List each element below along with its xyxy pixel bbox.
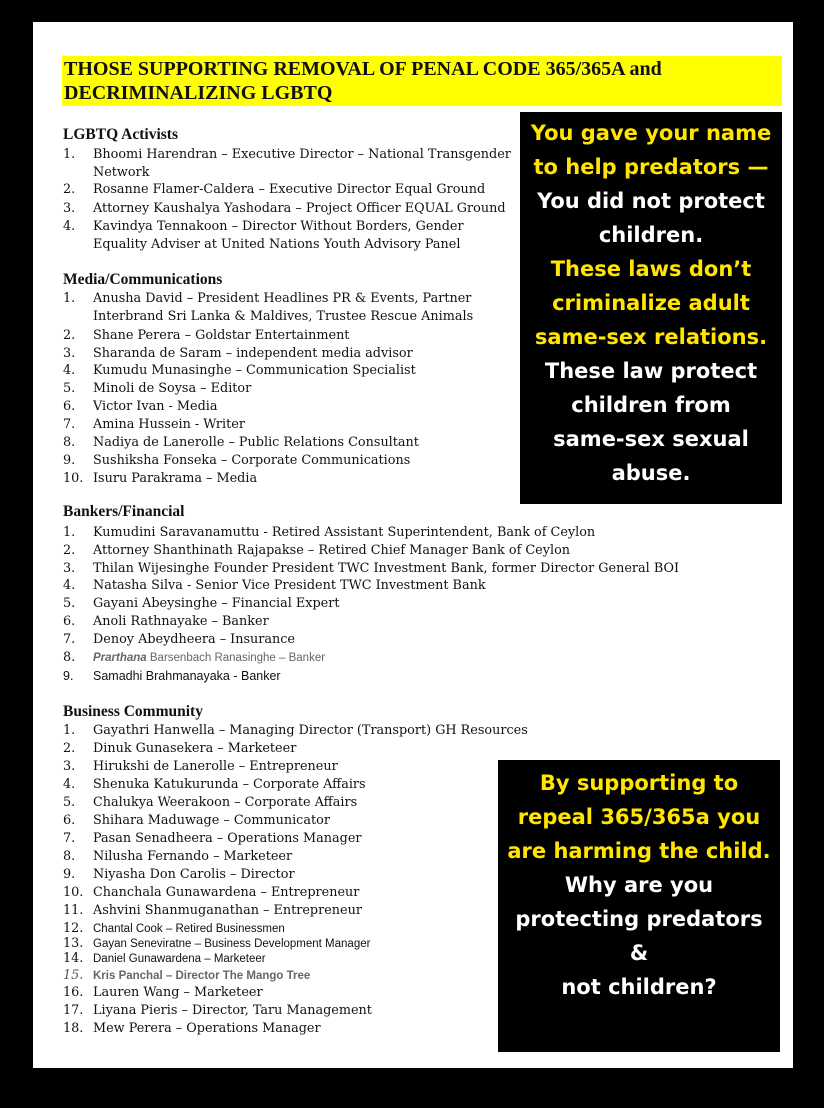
title-line-2: DECRIMINALIZING LGBTQ [64, 82, 333, 104]
callout-repeal-box [498, 760, 780, 1052]
callout-line: You gave your name [530, 121, 772, 145]
callout-line: protecting predators [515, 907, 763, 931]
callout-line: abuse. [611, 461, 691, 485]
callout-line: are harming the child. [507, 839, 771, 863]
section-heading-business: Business Community [63, 703, 203, 720]
section-heading-bankers: Bankers/Financial [63, 503, 185, 520]
callout-line: You did not protect [537, 189, 765, 213]
callout-line: These law protect [544, 359, 758, 383]
callout-line: children. [598, 223, 704, 247]
section-heading-media: Media/Communications [63, 271, 223, 288]
callout-line: By supporting to [539, 771, 739, 795]
title-line-1: THOSE SUPPORTING REMOVAL OF PENAL CODE 365/365A and [64, 58, 662, 80]
callout-line: criminalize adult [552, 291, 750, 315]
callout-line: & [629, 941, 649, 965]
document-title [62, 56, 782, 106]
callout-line: same-sex relations. [534, 325, 768, 349]
callout-line: same-sex sexual [553, 427, 749, 451]
section-heading-lgbtq: LGBTQ Activists [63, 126, 178, 143]
callout-line: children from [571, 393, 731, 417]
callout-line: These laws don’t [550, 257, 752, 281]
callout-line: not children? [561, 975, 717, 999]
callout-line: Why are you [564, 873, 714, 897]
callout-line: to help predators — [533, 155, 769, 179]
callout-line: repeal 365/365a you [517, 805, 761, 829]
callout-predators-box [520, 112, 782, 504]
